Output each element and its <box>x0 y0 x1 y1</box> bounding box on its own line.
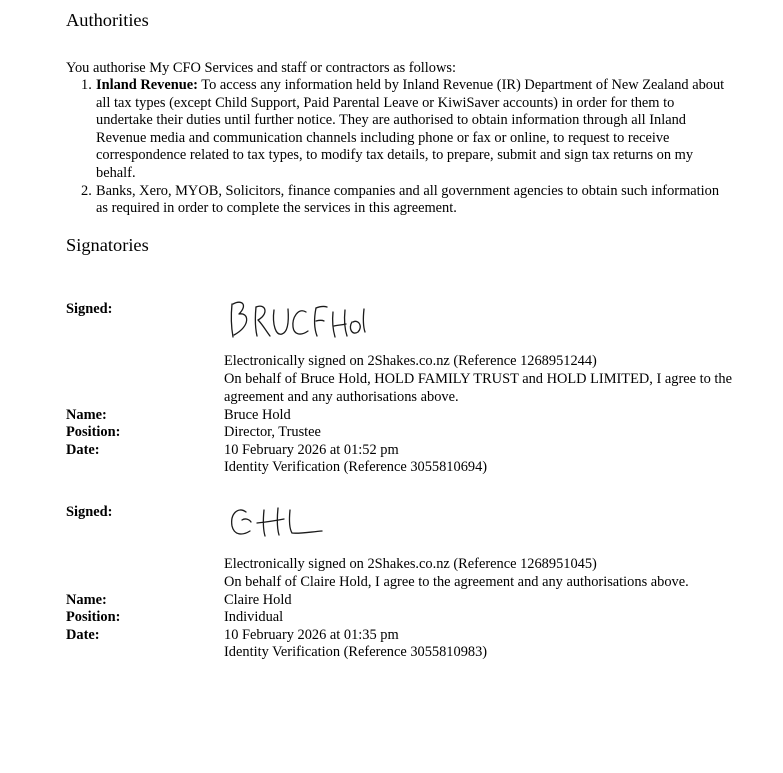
signatory-name: Bruce Hold <box>224 407 291 423</box>
date-label: Date: <box>66 627 100 643</box>
authorities-list <box>66 77 726 218</box>
signature-image-claire <box>224 498 334 548</box>
signatory-name: Claire Hold <box>224 592 292 608</box>
authority-item-text: Banks, Xero, MYOB, Solicitors, finance companies and all government agencies to obtain such information as required in order to complete the services in this agreement. <box>96 182 720 217</box>
signatory-date: 10 February 2026 at 01:35 pm <box>224 627 399 643</box>
signed-label: Signed: <box>66 301 113 317</box>
identity-verification: Identity Verification (Reference 3055810694) <box>224 459 488 475</box>
authority-item-text: To access any information held by Inland Revenue (IR) Department of New Zealand about all tax types (except Child Support, Paid Parental Leave or KiwiSaver accounts) in order for them to undertake their duties until further notice. They are authorised to obtain information through all Inland Revenue media and communication channels including phone or fax or online, to request to receive correspondence related to tax types, to modify tax details, to prepare, submit and sign tax returns on my behalf. <box>96 77 725 181</box>
authority-item-title: Inland Revenue: <box>96 77 198 93</box>
handwritten-signature <box>224 290 374 350</box>
signed-label: Signed: <box>66 504 113 520</box>
behalf-statement: On behalf of Bruce Hold, HOLD FAMILY TRUST and HOLD LIMITED, I agree to the agreement and any authorisations above. <box>224 371 732 405</box>
date-label: Date: <box>66 442 100 458</box>
name-label: Name: <box>66 592 107 608</box>
authority-item-inland-revenue <box>66 77 726 183</box>
signature-image-bruce <box>224 290 374 350</box>
authority-item-agencies <box>66 183 726 218</box>
signatory-position: Individual <box>224 609 284 625</box>
handwritten-signature <box>224 498 334 548</box>
name-label: Name: <box>66 407 107 423</box>
signatory-date: 10 February 2026 at 01:52 pm <box>224 442 399 458</box>
authority-item-number: 2. <box>81 182 92 199</box>
signatories-heading: Signatories <box>66 235 149 255</box>
identity-verification: Identity Verification (Reference 3055810983) <box>224 644 488 660</box>
position-label: Position: <box>66 424 121 440</box>
behalf-statement: On behalf of Claire Hold, I agree to the agreement and any authorisations above. <box>224 574 689 590</box>
position-label: Position: <box>66 609 121 625</box>
esigned-reference: Electronically signed on 2Shakes.co.nz (Reference 1268951244) <box>224 353 597 369</box>
esigned-reference: Electronically signed on 2Shakes.co.nz (Reference 1268951045) <box>224 556 597 572</box>
authority-item-number: 1. <box>81 77 92 93</box>
authorities-heading: Authorities <box>66 10 149 30</box>
authorities-intro: You authorise My CFO Services and staff or contractors as follows: <box>66 60 456 76</box>
signatory-position: Director, Trustee <box>224 424 321 440</box>
